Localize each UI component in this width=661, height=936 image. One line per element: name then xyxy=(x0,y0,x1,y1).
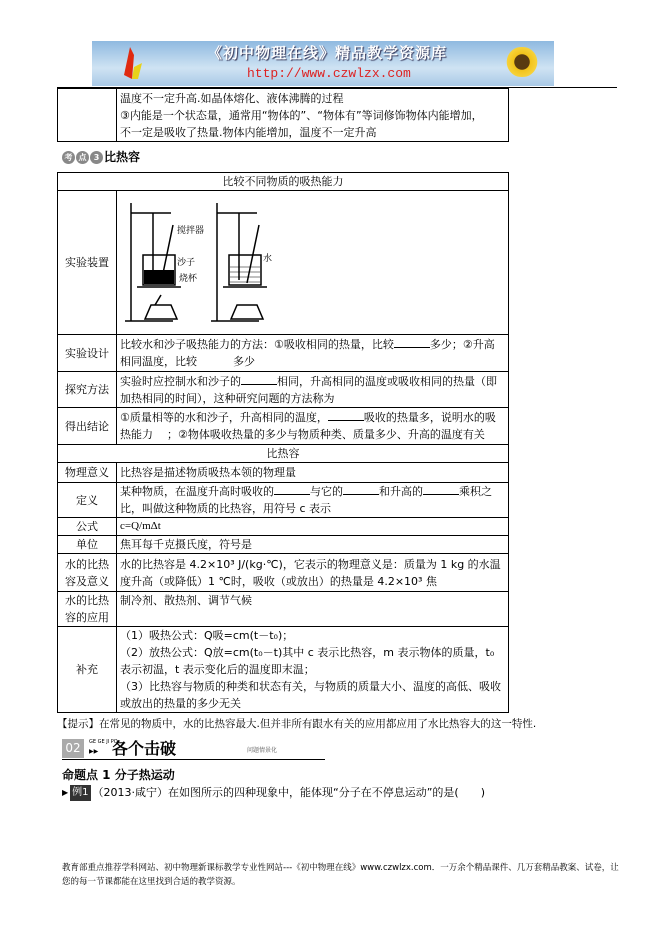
site-logo-icon xyxy=(120,47,144,81)
play-icon: ▶ xyxy=(62,788,69,797)
row-label: 单位 xyxy=(58,536,117,554)
row-label: 实验设计 xyxy=(58,335,117,372)
row-label: 水的比热容的应用 xyxy=(58,592,117,627)
apparatus-figure xyxy=(117,191,509,335)
prev-table-content xyxy=(117,89,509,142)
text: 与它的 xyxy=(310,485,343,498)
section-title: 比热容 xyxy=(104,150,141,164)
table-header: 比热容 xyxy=(58,445,509,463)
part-title: 各个击破 xyxy=(112,739,177,758)
definition-cell xyxy=(117,483,509,518)
banner-url: http://www.czwlzx.com xyxy=(247,66,411,81)
text: ；②物体吸收热量的多少与物质种类、质量多少、升高的温度有关 xyxy=(167,428,485,441)
label-sand: 沙子 xyxy=(177,258,196,268)
row-label: 得出结论 xyxy=(58,408,117,445)
previous-table xyxy=(57,88,509,142)
text: 某种物质，在温度升高时吸收的 xyxy=(120,485,274,498)
row-label: 公式 xyxy=(58,518,117,536)
apparatus-diagram xyxy=(123,195,273,325)
part-subtitle: 问题情景化 xyxy=(247,747,278,754)
text-line: （1）吸热公式：Q吸=cm(t－t₀)； xyxy=(120,629,294,642)
example-question xyxy=(62,785,617,801)
text-line: （2）放热公式：Q放=cm(t₀－t)其中 c 表示比热容，m 表示物体的质量，t₀表示初温，t 表示变化后的温度即末温； xyxy=(120,646,495,676)
text-line: （3）比热容与物质的种类和状态有关，与物质的质量大小、温度的高低、吸收或放出的热量的多少无关 xyxy=(120,680,501,710)
badge: 考 xyxy=(62,151,75,164)
footer-text: 教育部重点推荐学科网站、初中物理新课标教学专业性网站---《初中物理在线》www.czwlzx.com．一万余个精品课件、几万套精品教案、试卷，让您的每一节课都能在这里找到合适的教学资源。 xyxy=(62,863,619,887)
fill-blank xyxy=(343,494,379,495)
example-tag: 例1 xyxy=(70,785,90,801)
unit-cell: 焦耳每千克摄氏度，符号是 xyxy=(117,536,509,554)
banner-title: 《初中物理在线》精品教学资源库 xyxy=(207,44,448,62)
text-line: 不一定是吸收了热量.物体内能增加，温度不一定升高 xyxy=(120,125,377,139)
part-heading xyxy=(62,739,325,760)
application-cell: 制冷剂、散热剂、调节气候 xyxy=(117,592,509,627)
example-text: （2013·咸宁）在如图所示的四种现象中，能体现“分子在不停息运动”的是( ) xyxy=(92,786,486,799)
label-stirrer: 搅拌器 xyxy=(177,226,205,236)
conclusion-cell xyxy=(117,408,509,445)
row-label: 物理意义 xyxy=(58,463,117,483)
text: 吸收的热量多，说明水的吸热能力 xyxy=(120,411,496,441)
row-label: 探究方法 xyxy=(58,372,117,408)
text-line: 温度不一定升高.如晶体熔化、液体沸腾的过程 xyxy=(120,91,344,105)
text: 乘积之比，叫做这种物质的比热容，用符号 c 表示 xyxy=(120,485,492,515)
row-label: 定义 xyxy=(58,483,117,518)
sunflower-image xyxy=(502,47,542,77)
supplement-cell xyxy=(117,627,509,713)
tip-text: 【提示】在常见的物质中，水的比热容最大.但并非所有跟水有关的应用都应用了水比热容大的这一特性. xyxy=(57,718,537,730)
site-banner xyxy=(92,41,554,86)
empty-cell xyxy=(58,89,117,142)
row-label: 补充 xyxy=(58,627,117,713)
water-cell: 水的比热容是 4.2×10³ J/(kg·℃)，它表示的物理意义是：质量为 1 kg 的水温度升高（或降低）1 ℃时，吸收（或放出）的热量是 4.2×10³ 焦 xyxy=(117,554,509,592)
part-number: 02 xyxy=(62,739,84,758)
fill-blank xyxy=(394,347,430,348)
text-line: ③内能是一个状态量，通常用“物体的”、“物体有”等词修饰物体内能增加， xyxy=(120,108,483,122)
fill-blank xyxy=(423,494,459,495)
text: 比较水和沙子吸热能力的方法：①吸收相同的热量，比较 xyxy=(120,338,394,351)
row-label: 实验装置 xyxy=(58,191,117,335)
text: 多少 xyxy=(233,355,255,368)
topic-heading: 命题点 1 分子热运动 xyxy=(62,768,175,782)
method-cell xyxy=(117,372,509,408)
label-water: 水 xyxy=(263,254,273,264)
design-cell xyxy=(117,335,509,372)
text: ①质量相等的水和沙子，升高相同的温度， xyxy=(120,411,328,424)
row-label: 水的比热容及意义 xyxy=(58,554,117,592)
meaning-cell: 比热容是描述物质吸热本领的物理量 xyxy=(117,463,509,483)
label-beaker: 烧杯 xyxy=(179,274,198,284)
badge: 点 xyxy=(76,151,89,164)
specific-heat-table xyxy=(57,172,509,713)
fill-blank xyxy=(274,494,310,495)
text: 实验时应控制水和沙子的 xyxy=(120,374,241,388)
content-flow xyxy=(57,88,617,801)
text: 多少；②升高相同温度，比较 xyxy=(120,338,495,368)
formula-cell: c=Q/mΔt xyxy=(117,518,509,536)
part-pinyin: GE GE JI PO xyxy=(89,739,118,745)
text: 和升高的 xyxy=(379,485,423,498)
table-header: 比较不同物质的吸热能力 xyxy=(58,173,509,191)
badge: 3 xyxy=(90,151,103,164)
fill-blank xyxy=(328,420,364,421)
arrow-icon: ▶▶ xyxy=(89,748,99,755)
section-heading xyxy=(62,148,617,166)
text: 相同，升高相同的温度或吸收相同的热量（即加热相同的时间），这种研究问题的方法称为 xyxy=(120,374,497,405)
fill-blank xyxy=(241,384,277,385)
